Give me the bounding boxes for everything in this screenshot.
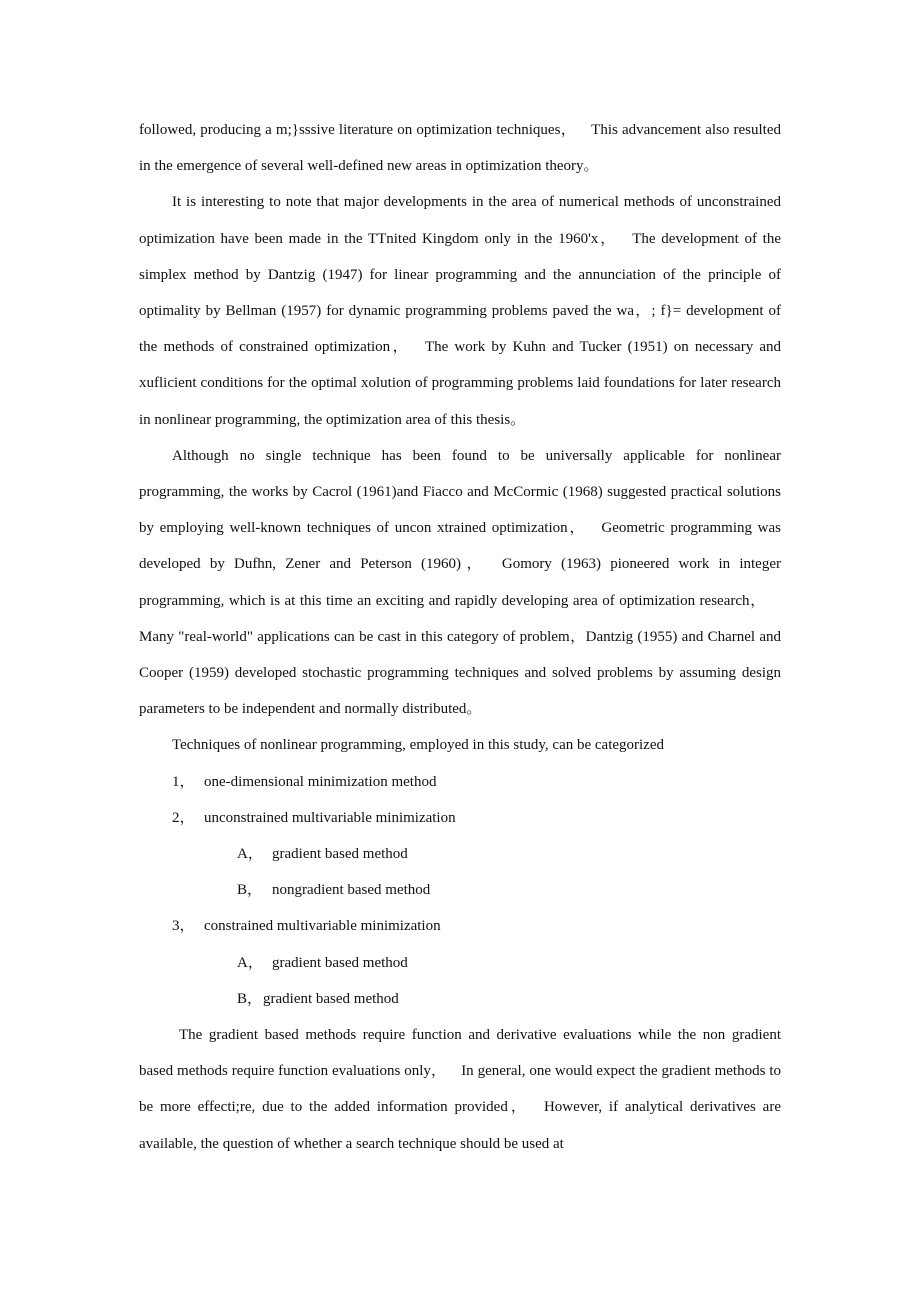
list-text: gradient based method <box>272 846 408 863</box>
list-item <box>139 908 781 944</box>
list-marker: B， <box>237 990 263 1007</box>
list-marker: 3， <box>172 918 195 935</box>
list-item <box>139 981 781 1017</box>
list-marker: A， <box>237 954 263 971</box>
paragraph-1: followed, producing a m;}sssive literature on optimization techniques， This advancement also resulted in the emergence of several well-defined new areas in optimization theory。 <box>139 122 781 175</box>
list-text: nongradient based method <box>272 882 431 899</box>
list-text: constrained multivariable minimization <box>204 918 441 935</box>
list-marker: B， <box>237 882 263 899</box>
paragraph-closing: The gradient based methods require function and derivative evaluations while the non gradient based methods require function evaluations only， In general, one would expect the gradient methods to be more effecti;re, due to the added information provided， However, if analytical derivatives are available, the question of whether a search technique should be used at <box>139 1027 781 1152</box>
technique-list <box>139 764 781 1017</box>
list-marker: A， <box>237 846 263 863</box>
list-text: unconstrained multivariable minimization <box>204 809 456 826</box>
list-item <box>139 800 781 836</box>
document-page <box>139 112 781 1162</box>
list-marker: 2， <box>172 809 195 826</box>
paragraph-2: It is interesting to note that major developments in the area of numerical methods of unconstrained optimization have been made in the TTnited Kingdom only in the 1960'x， The development of the simplex method by Dantzig (1947) for linear programming and the annunciation of the principle of optimality by Bellman (1957) for dynamic programming problems paved the wa，; f}= development of the methods of constrained optimization， The work by Kuhn and Tucker (1951) on necessary and xuflicient conditions for the optimal xolution of programming problems laid foundations for later research in nonlinear programming, the optimization area of this thesis。 <box>139 194 781 428</box>
list-text: gradient based method <box>272 954 408 971</box>
list-item <box>139 764 781 800</box>
list-item <box>139 872 781 908</box>
list-item <box>139 836 781 872</box>
list-text: gradient based method <box>263 990 399 1007</box>
list-item <box>139 945 781 981</box>
paragraph-4: Techniques of nonlinear programming, employed in this study, can be categorized <box>172 737 664 754</box>
paragraph-3: Although no single technique has been found to be universally applicable for nonlinear programming, the works by Cacrol (1961)and Fiacco and McCormic (1968) suggested practical solutions by employing well-known techniques of uncon xtrained optimization， Geometric programming was developed by Dufhn, Zener and Peterson (1960)， Gomory (1963) pioneered work in integer programming, which is at this time an exciting and rapidly developing area of optimization research， Many "real-world" applications can be cast in this category of problem，Dantzig (1955) and Charnel and Cooper (1959) developed stochastic programming techniques and solved problems by assuming design parameters to be independent and normally distributed。 <box>139 447 781 718</box>
list-text: one-dimensional minimization method <box>204 773 437 790</box>
list-marker: 1， <box>172 773 195 790</box>
